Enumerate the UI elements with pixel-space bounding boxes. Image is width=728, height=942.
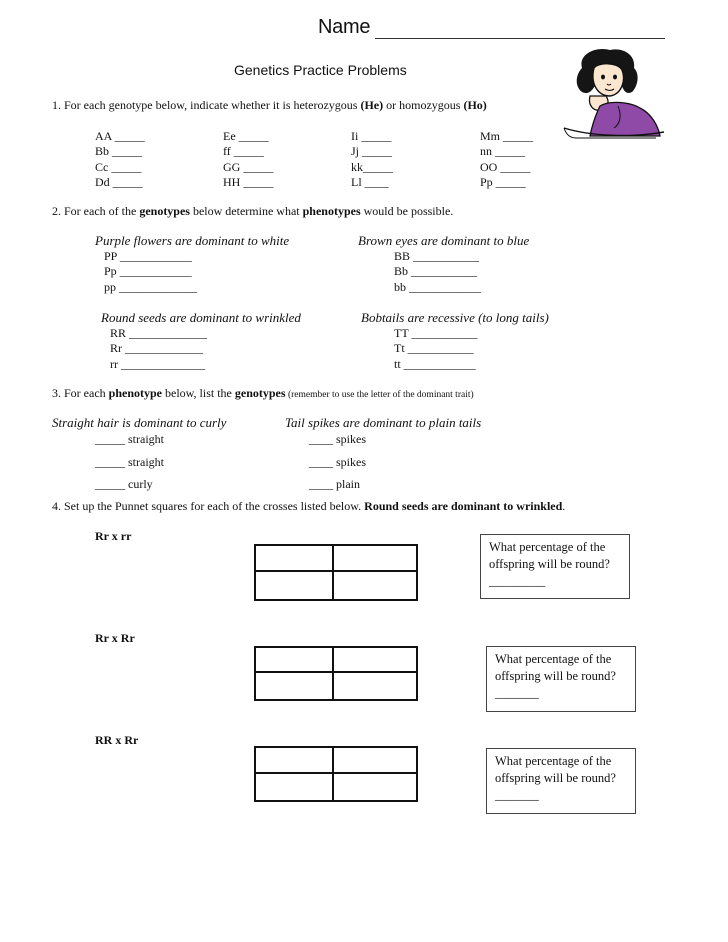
punnett-cell[interactable] (255, 545, 333, 571)
q1-col-4[interactable] (480, 129, 533, 190)
punnett-cell[interactable] (255, 647, 333, 672)
brown-heading: Brown eyes are dominant to blue (358, 233, 530, 248)
punnett-square-3[interactable] (254, 746, 418, 802)
q1-col-1[interactable] (95, 129, 145, 190)
genotype-item[interactable]: Ll ____ (351, 174, 389, 189)
q3-prompt: 3. For each phenotype below, list the genotypes (remember to use the letter of the dominant trait) (52, 386, 474, 400)
phenotype-item[interactable]: Tt ___________ (394, 341, 474, 356)
q1-prompt: 1. For each genotype below, indicate whether it is heterozygous (He) or homozygous (Ho) (52, 98, 487, 112)
punnett-square-2[interactable] (254, 646, 418, 701)
genotype-item[interactable]: Ee _____ (223, 129, 269, 143)
punnett-cell[interactable] (333, 747, 417, 773)
q1-col-2[interactable] (223, 129, 273, 190)
genotype-item[interactable]: OO _____ (480, 159, 531, 174)
purple-lines[interactable] (104, 249, 197, 295)
punnett-cell[interactable] (333, 571, 417, 600)
page-title: Genetics Practice Problems (234, 62, 407, 78)
phenotype-item[interactable]: Pp ____________ (104, 264, 192, 279)
question-box-3[interactable]: What percentage of the offspring will be round? _______ (486, 748, 636, 814)
genotype-item[interactable]: kk_____ (351, 159, 393, 174)
phenotype-item[interactable]: rr ______________ (110, 356, 205, 371)
question-box-2[interactable]: What percentage of the offspring will be round? _______ (486, 646, 636, 712)
name-label: Name (318, 16, 371, 38)
hair-heading: Straight hair is dominant to curly (52, 415, 227, 430)
phenotype-item[interactable]: Bb ___________ (394, 264, 478, 279)
punnett-cell[interactable] (255, 672, 333, 700)
hair-line-2[interactable]: _____ straight (95, 455, 164, 469)
phenotype-item[interactable]: BB ___________ (394, 249, 480, 263)
genotype-item[interactable]: ff _____ (223, 144, 264, 159)
punnett-cell[interactable] (333, 773, 417, 801)
phenotype-item[interactable]: TT ___________ (394, 326, 478, 340)
punnett-square-1[interactable] (254, 544, 418, 601)
phenotype-item[interactable]: tt ____________ (394, 356, 476, 371)
punnett-cell[interactable] (255, 747, 333, 773)
genotype-item[interactable]: Pp _____ (480, 174, 526, 189)
question-box-1[interactable]: What percentage of the offspring will be round? _________ (480, 534, 630, 599)
genotype-item[interactable]: GG _____ (223, 159, 274, 174)
phenotype-item[interactable]: PP ____________ (104, 249, 192, 263)
girl-illustration (560, 46, 668, 141)
cross-2-label: Rr x Rr (95, 631, 135, 645)
cross-1-label: Rr x rr (95, 529, 132, 543)
genotype-item[interactable]: nn _____ (480, 144, 525, 159)
brown-lines[interactable] (394, 249, 481, 295)
punnett-cell[interactable] (333, 545, 417, 571)
genotype-item[interactable]: Bb _____ (95, 144, 143, 159)
genotype-item[interactable]: HH _____ (223, 174, 274, 189)
punnett-cell[interactable] (333, 647, 417, 672)
bobtail-lines[interactable] (394, 326, 477, 372)
genotype-item[interactable]: AA _____ (95, 129, 145, 143)
punnett-cell[interactable] (255, 773, 333, 801)
cross-3-label: RR x Rr (95, 733, 139, 747)
tail-heading: Tail spikes are dominant to plain tails (285, 415, 482, 430)
phenotype-item[interactable]: bb ____________ (394, 279, 481, 294)
bobtail-heading: Bobtails are recessive (to long tails) (361, 310, 549, 325)
phenotype-item[interactable]: RR _____________ (110, 326, 208, 340)
genotype-item[interactable]: Dd _____ (95, 174, 143, 189)
genotype-item[interactable]: Jj _____ (351, 144, 393, 159)
q4-prompt: 4. Set up the Punnet squares for each of the crosses listed below. Round seeds are dominant to wrinkled. (52, 499, 566, 513)
genotype-item[interactable]: Cc _____ (95, 159, 142, 174)
hair-line-3[interactable]: _____ curly (95, 477, 153, 491)
punnett-cell[interactable] (255, 571, 333, 600)
q2-prompt: 2. For each of the genotypes below determine what phenotypes would be possible. (52, 204, 454, 218)
round-lines[interactable] (110, 326, 207, 372)
tail-line-2[interactable]: ____ spikes (309, 455, 366, 469)
q1-col-3[interactable] (351, 129, 393, 190)
tail-line-3[interactable]: ____ plain (309, 477, 360, 491)
punnett-cell[interactable] (333, 672, 417, 700)
phenotype-item[interactable]: pp _____________ (104, 279, 197, 294)
phenotype-item[interactable]: Rr _____________ (110, 341, 203, 356)
tail-line-1[interactable]: ____ spikes (309, 432, 366, 446)
round-heading: Round seeds are dominant to wrinkled (101, 310, 301, 325)
purple-heading: Purple flowers are dominant to white (95, 233, 290, 248)
hair-line-1[interactable]: _____ straight (95, 432, 164, 446)
genotype-item[interactable]: Mm _____ (480, 129, 534, 143)
name-blank[interactable] (375, 38, 665, 39)
genotype-item[interactable]: Ii _____ (351, 129, 392, 143)
